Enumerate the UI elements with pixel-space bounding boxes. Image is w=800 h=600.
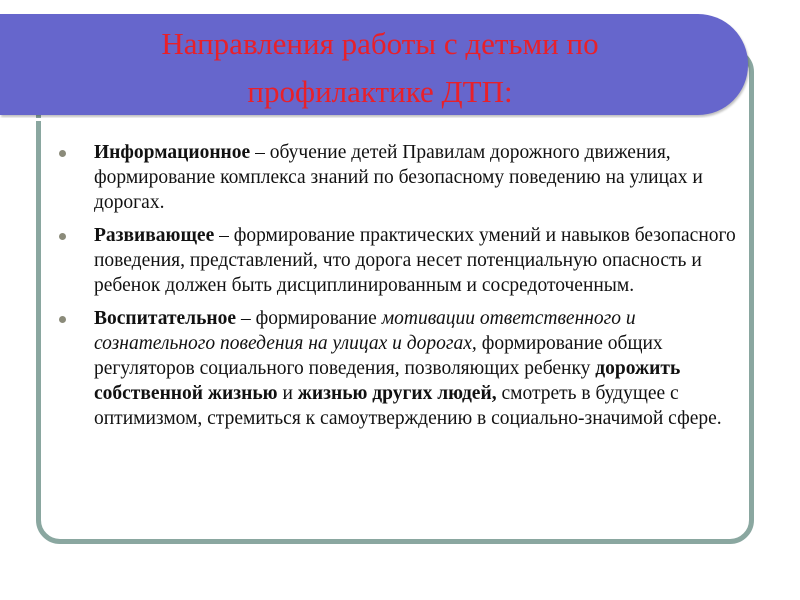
bullet-item — [58, 306, 748, 431]
bullet-item — [58, 223, 748, 298]
bullet-dot-icon — [59, 233, 66, 240]
bullet-text-run: дорожить собственной жизнью — [94, 358, 681, 404]
bullet-text-run: и — [277, 383, 298, 404]
bullet-text-run: формирование общих регуляторов социального поведения, позволяющих ребенку — [94, 333, 663, 379]
bullet-list — [58, 140, 748, 439]
title-line-2: профилактике ДТП: — [247, 74, 513, 109]
bullet-text-run: Развивающее — [94, 225, 215, 246]
bullet-dot-icon — [59, 150, 66, 157]
title-underline — [0, 118, 708, 121]
slide-title — [0, 20, 760, 116]
title-line-1: Направления работы с детьми по — [161, 26, 599, 61]
bullet-text-run: – формирование практических умений и навыков безопасного поведения, представлений, что дорога несет потенциальную опасность и ребенок должен быть дисциплинированным и сосредоточенным. — [94, 225, 736, 296]
bullet-text-run: смотреть в будущее с оптимизмом, стремиться к самоутверждению в социально-значимой сфере. — [94, 383, 722, 429]
bullet-text-run: – обучение детей Правилам дорожного движения, формирование комплекса знаний по безопасному поведению на улицах и дорогах. — [94, 142, 703, 213]
bullet-dot-icon — [59, 316, 66, 323]
bullet-item — [58, 140, 748, 215]
bullet-text-run: жизнью других людей, — [297, 383, 497, 404]
bullet-text-run: Информационное — [94, 142, 251, 163]
bullet-text-run: Воспитательное — [94, 308, 237, 329]
bullet-text-run: – формирование — [236, 308, 382, 329]
bullet-text-run: мотивации ответственного и сознательного поведения на улицах и дорогах, — [94, 308, 636, 354]
